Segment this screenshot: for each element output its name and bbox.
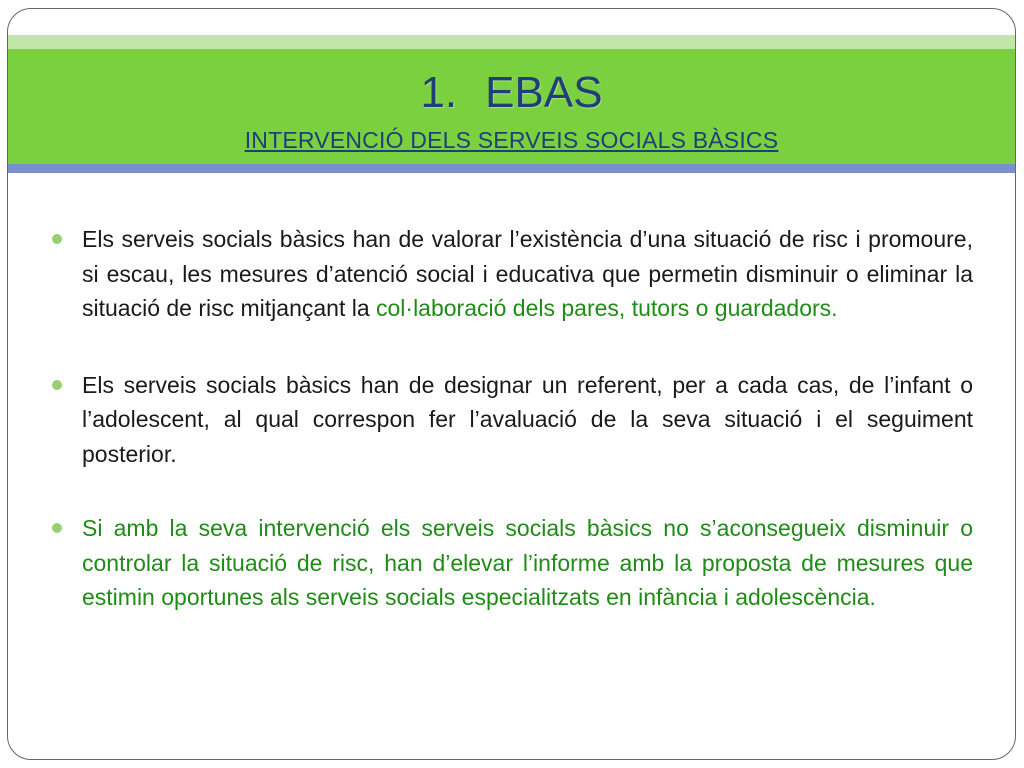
bullet-icon bbox=[52, 523, 62, 533]
paragraph-1-highlight: col·laboració dels pares, tutors o guardadors. bbox=[376, 295, 838, 321]
paragraph-3-text: Si amb la seva intervenció els serveis socials bàsics no s’aconsegueix disminuir o controlar la situació de risc, han d’elevar l’informe amb la proposta de mesures que estimin oportunes als serveis socials especialitzats en infància i adolescència. bbox=[82, 515, 973, 610]
bullet-paragraph-3 bbox=[48, 511, 973, 615]
slide-title bbox=[8, 69, 1015, 117]
slide-subtitle: INTERVENCIÓ DELS SERVEIS SOCIALS BÀSICS bbox=[244, 127, 779, 153]
bullet-paragraph-2 bbox=[48, 368, 973, 472]
header-bottom-band bbox=[8, 164, 1015, 173]
slide-header bbox=[8, 49, 1015, 164]
bullet-icon bbox=[52, 234, 62, 244]
paragraph-2-text: Els serveis socials bàsics han de designar un referent, per a cada cas, de l’infant o l’adolescent, al qual correspon fer l’avaluació de la seva situació i el seguiment posterior. bbox=[82, 371, 973, 467]
paragraph-1-text: Els serveis socials bàsics han de valorar l’existència d’una situació de risc i promoure, si escau, les mesures d’atenció social i educativa que permetin disminuir o eliminar la situació de risc mitjançant la bbox=[82, 226, 973, 321]
slide-body bbox=[48, 222, 973, 657]
bullet-paragraph-1 bbox=[48, 222, 973, 326]
header-top-band bbox=[8, 35, 1015, 49]
title-number: 1. bbox=[420, 68, 458, 117]
title-text: EBAS bbox=[485, 68, 603, 117]
bullet-icon bbox=[52, 380, 62, 390]
